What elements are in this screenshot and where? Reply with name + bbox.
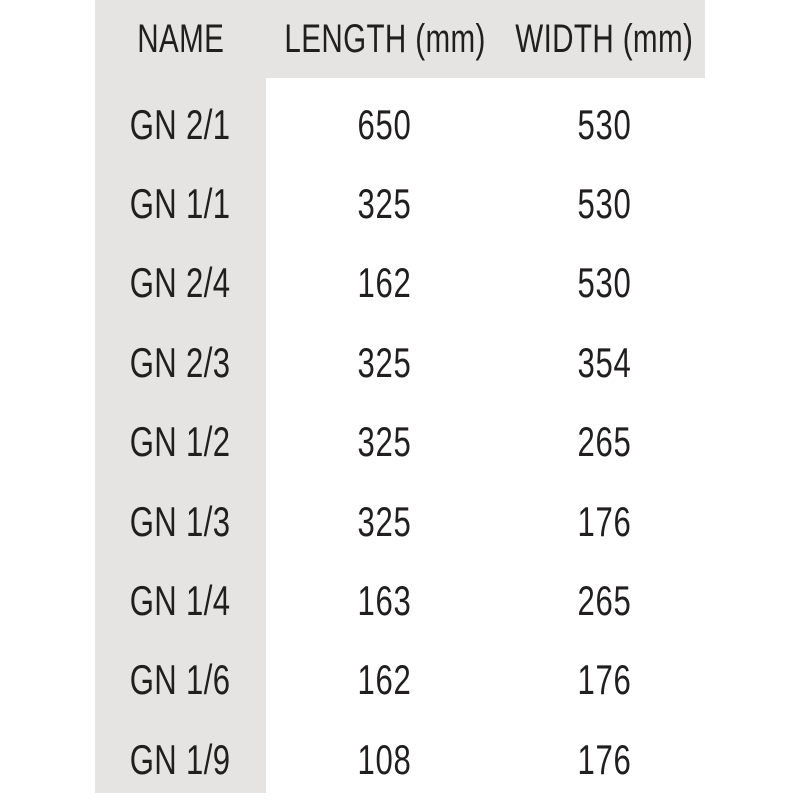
row-width-cell-label: 265 — [577, 577, 632, 625]
row-name-cell — [95, 157, 266, 236]
row-length-cell-label: 325 — [357, 338, 413, 386]
row-length-cell-label: 325 — [357, 418, 413, 466]
row-name-cell — [95, 554, 266, 633]
row-name-cell-label: GN 1/1 — [130, 180, 231, 228]
row-name-cell — [95, 78, 266, 157]
row-length-cell-label: 325 — [357, 497, 413, 545]
row-name-cell-label: GN 1/2 — [130, 418, 231, 466]
row-width-cell — [504, 475, 705, 554]
row-width-cell — [504, 554, 705, 633]
row-width-cell-label: 530 — [577, 180, 632, 228]
row-width-cell — [504, 157, 705, 236]
row-width-cell-label: 265 — [577, 418, 632, 466]
row-length-cell-label: 650 — [357, 100, 413, 148]
row-width-cell-label: 176 — [577, 656, 632, 704]
row-name-cell-label: GN 2/3 — [130, 338, 231, 386]
row-length-cell-label: 163 — [357, 577, 413, 625]
column-header-width-label: WIDTH (mm) — [515, 17, 694, 61]
row-length-cell — [266, 634, 504, 713]
row-name-cell-label: GN 1/9 — [130, 735, 231, 783]
row-length-cell — [266, 475, 504, 554]
row-width-cell-label: 530 — [577, 259, 632, 307]
row-length-cell — [266, 316, 504, 395]
row-length-cell-label: 162 — [357, 259, 413, 307]
row-name-cell-label: GN 1/3 — [130, 497, 231, 545]
column-header-length — [266, 0, 504, 78]
row-width-cell — [504, 237, 705, 316]
size-table — [95, 0, 705, 793]
column-header-width — [504, 0, 705, 78]
row-name-cell-label: GN 2/4 — [130, 259, 231, 307]
row-length-cell-label: 108 — [357, 735, 413, 783]
row-name-cell-label: GN 1/6 — [130, 656, 231, 704]
row-length-cell — [266, 713, 504, 792]
row-length-cell — [266, 554, 504, 633]
row-width-cell-label: 354 — [577, 338, 632, 386]
row-length-cell-label: 325 — [357, 180, 413, 228]
row-width-cell — [504, 634, 705, 713]
row-width-cell-label: 530 — [577, 100, 632, 148]
row-width-cell — [504, 316, 705, 395]
column-header-name-label: NAME — [136, 17, 224, 61]
row-length-cell — [266, 237, 504, 316]
row-name-cell — [95, 316, 266, 395]
row-width-cell — [504, 396, 705, 475]
row-width-cell-label: 176 — [577, 735, 632, 783]
row-name-cell-label: GN 2/1 — [130, 100, 231, 148]
row-length-cell — [266, 78, 504, 157]
row-name-cell — [95, 634, 266, 713]
row-length-cell — [266, 396, 504, 475]
row-name-cell — [95, 713, 266, 792]
row-width-cell-label: 176 — [577, 497, 632, 545]
row-length-cell-label: 162 — [357, 656, 413, 704]
row-length-cell — [266, 157, 504, 236]
row-width-cell — [504, 78, 705, 157]
column-header-length-label: LENGTH (mm) — [284, 17, 486, 61]
row-name-cell-label: GN 1/4 — [130, 577, 231, 625]
column-header-name — [95, 0, 266, 78]
row-name-cell — [95, 475, 266, 554]
row-width-cell — [504, 713, 705, 792]
row-name-cell — [95, 396, 266, 475]
row-name-cell — [95, 237, 266, 316]
